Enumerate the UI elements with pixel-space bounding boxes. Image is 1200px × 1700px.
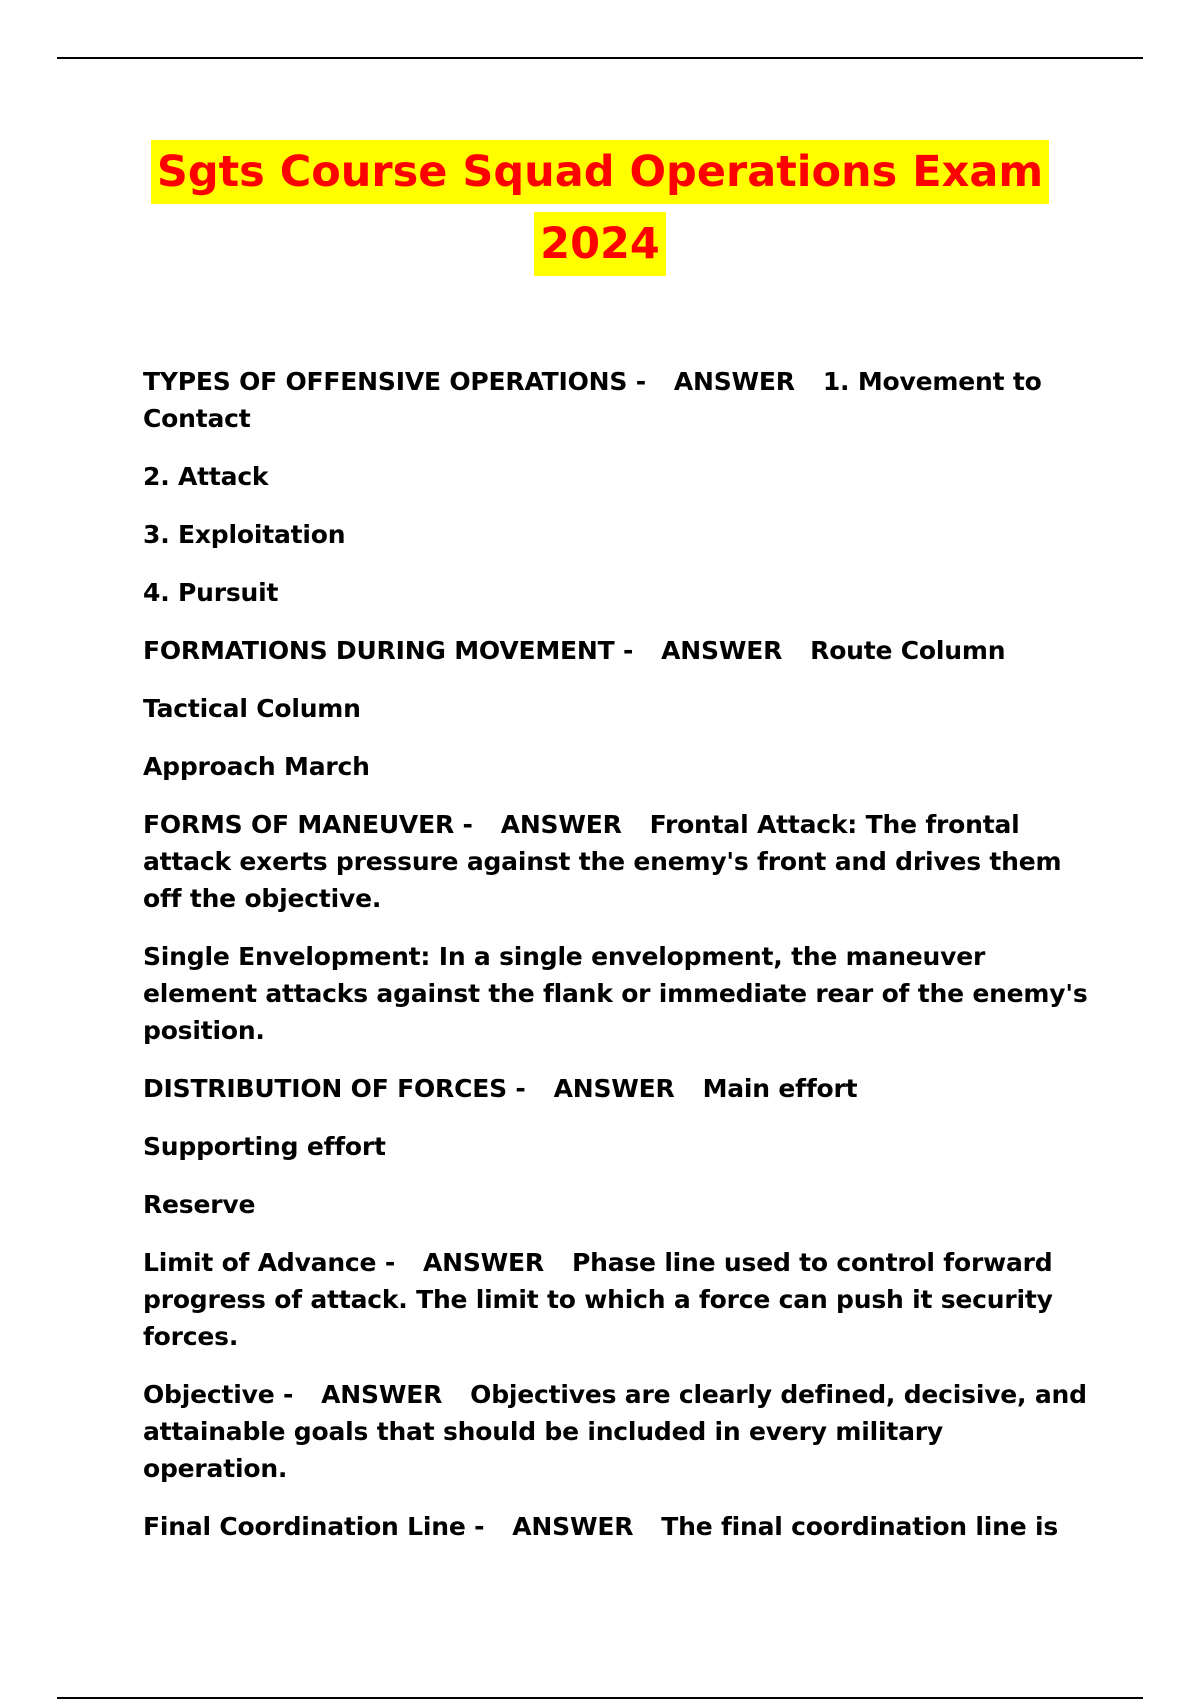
entry-answer: Objectives are clearly defined, decisive, and attainable goals that should be included in every military operation.: [143, 1380, 1087, 1483]
top-rule: [57, 57, 1143, 59]
qa-entry: [143, 1376, 1093, 1487]
entry-term: TYPES OF OFFENSIVE OPERATIONS -: [143, 367, 646, 396]
entry-answer: Main effort: [702, 1074, 858, 1103]
entry-answer: Route Column: [810, 636, 1006, 665]
bottom-rule: [57, 1697, 1143, 1699]
entry-term: Objective -: [143, 1380, 294, 1409]
qa-entry: [143, 806, 1093, 917]
answer-label: ANSWER: [512, 1512, 634, 1541]
list-item: 4. Pursuit: [143, 578, 279, 607]
document-title: [0, 140, 1200, 284]
list-item: Tactical Column: [143, 694, 361, 723]
document-body: [143, 363, 1093, 1566]
entry-answer: 1. Movement to Contact: [143, 367, 1042, 433]
answer-label: ANSWER: [423, 1248, 544, 1277]
qa-entry: [143, 1070, 1093, 1107]
entry-answer: Frontal Attack: The frontal attack exerts pressure against the enemy's front and drives them off the objective.: [143, 810, 1062, 913]
entry-term: FORMS OF MANEUVER -: [143, 810, 473, 839]
entry-answer: Phase line used to control forward progress of attack. The limit to which a force can push it security forces.: [143, 1248, 1053, 1351]
answer-label: ANSWER: [321, 1380, 443, 1409]
qa-entry: [143, 1508, 1093, 1545]
qa-entry: [143, 363, 1093, 437]
answer-label: ANSWER: [553, 1074, 675, 1103]
list-item: Reserve: [143, 1190, 256, 1219]
qa-entry: [143, 632, 1093, 669]
list-item: 3. Exploitation: [143, 520, 346, 549]
list-item: Single Envelopment: In a single envelopment, the maneuver element attacks against the flank or immediate rear of the enemy's position.: [143, 942, 1088, 1045]
entry-term: FORMATIONS DURING MOVEMENT -: [143, 636, 634, 665]
entry-answer: The final coordination line is: [661, 1512, 1059, 1541]
list-item: Supporting effort: [143, 1132, 386, 1161]
title-line-2: 2024: [534, 212, 666, 276]
list-item: Approach March: [143, 752, 370, 781]
answer-label: ANSWER: [500, 810, 622, 839]
title-line-1: Sgts Course Squad Operations Exam: [151, 140, 1049, 204]
entry-term: Limit of Advance -: [143, 1248, 395, 1277]
entry-term: Final Coordination Line -: [143, 1512, 485, 1541]
list-item: 2. Attack: [143, 462, 269, 491]
entry-term: DISTRIBUTION OF FORCES -: [143, 1074, 526, 1103]
answer-label: ANSWER: [661, 636, 783, 665]
qa-entry: [143, 1244, 1093, 1355]
answer-label: ANSWER: [673, 367, 795, 396]
